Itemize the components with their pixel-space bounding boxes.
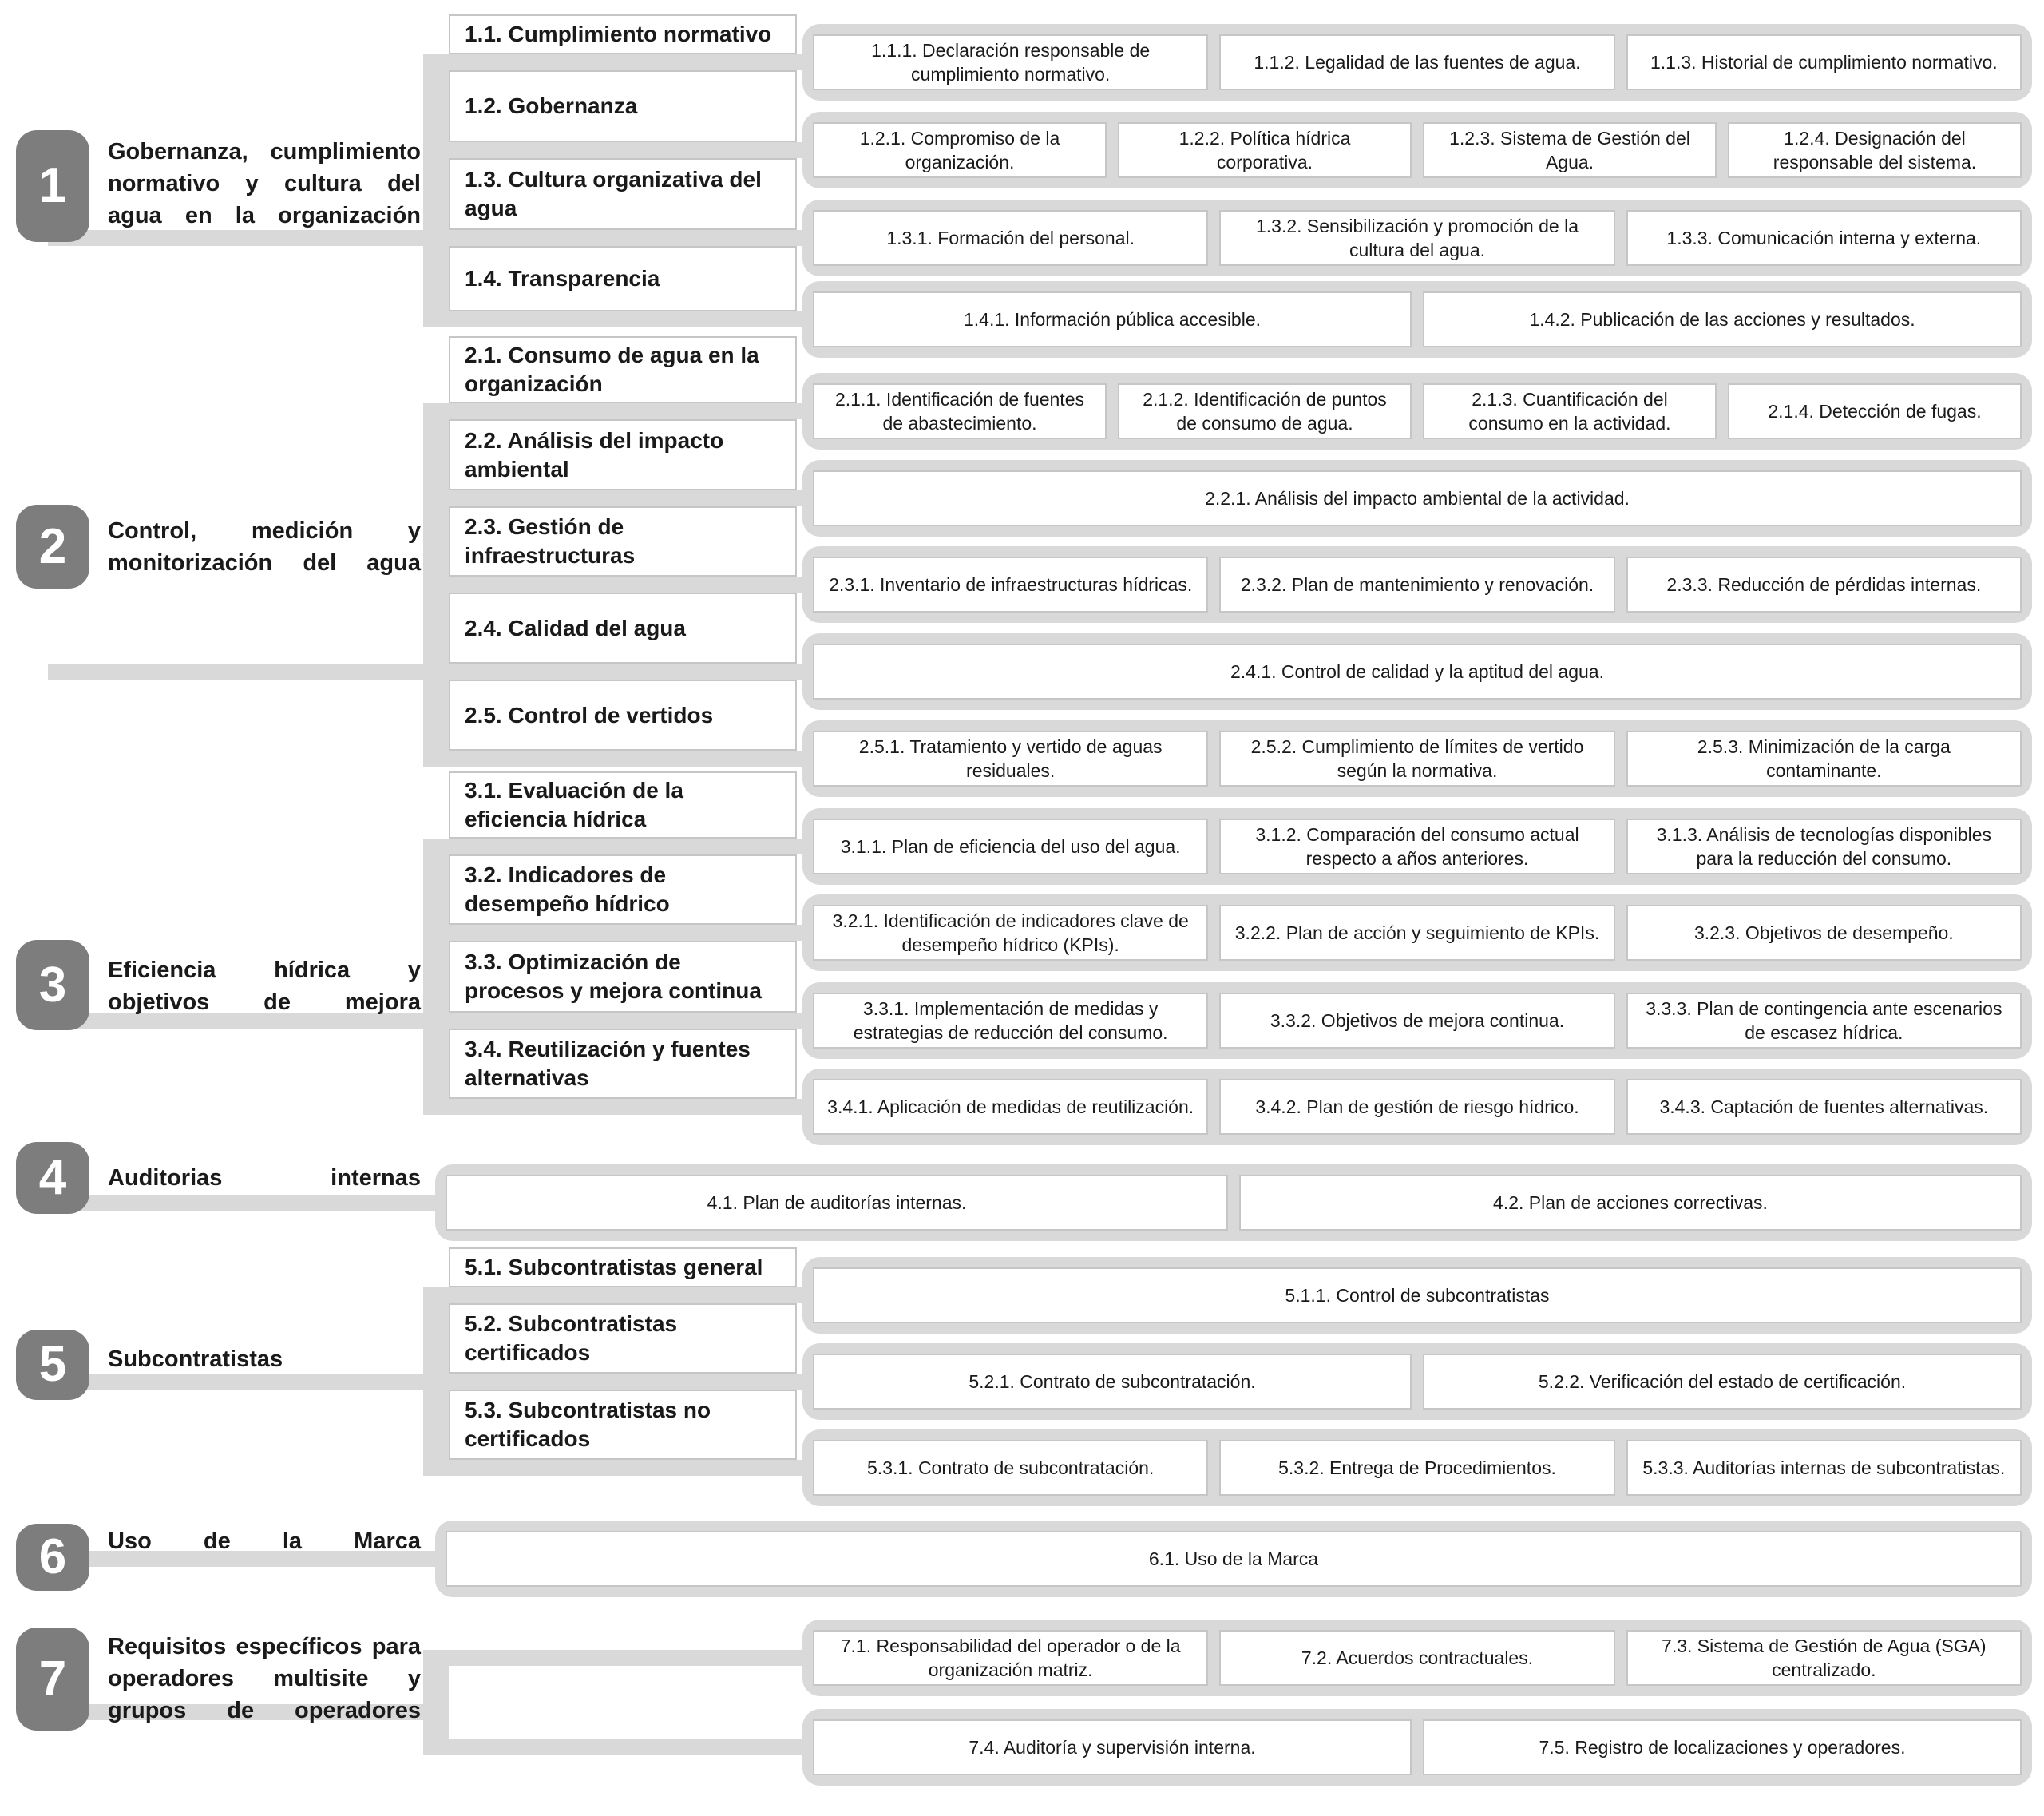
connector-bar: [423, 403, 814, 419]
connector-bar: [423, 54, 814, 70]
item-box: 7.2. Acuerdos contractuales.: [1219, 1630, 1614, 1686]
section-badge-7: [16, 1628, 89, 1731]
item-box: 3.1.2. Comparación del consumo actual respecto a años anteriores.: [1219, 819, 1614, 874]
item-box: 3.2.3. Objetivos de desempeño.: [1626, 905, 2022, 961]
row-container: [435, 1164, 2032, 1241]
subsection-label: 2.2. Análisis del impacto ambiental: [465, 427, 724, 482]
section-title-3: Eficiencia hídrica y objetivos de mejora: [108, 958, 421, 1015]
row-container: [802, 546, 2032, 623]
subsection-label: 1.1. Cumplimiento normativo: [465, 22, 772, 46]
subsection-label: 3.1. Evaluación de la eficiencia hídrica: [465, 778, 683, 831]
item-box: 5.2.1. Contrato de subcontratación.: [813, 1354, 1412, 1410]
section-title-2: Control, medición y monitorización del agua: [108, 518, 421, 576]
subsection-label-box: [449, 158, 797, 230]
subsection-label: 1.2. Gobernanza: [465, 93, 638, 118]
subsection-label: 5.3. Subcontratistas no certificados: [465, 1398, 711, 1451]
row-container: [802, 894, 2032, 971]
row-container: [802, 281, 2032, 358]
item-box: 2.2.1. Análisis del impacto ambiental de la actividad.: [813, 470, 2022, 526]
subsection-label-box: [449, 246, 797, 311]
section-number: 5: [38, 1337, 67, 1392]
connector-bar: [423, 1460, 814, 1476]
row-container: [802, 200, 2032, 276]
item-box: 2.1.3. Cuantificación del consumo en la actividad.: [1423, 383, 1717, 439]
section-badge-2: [16, 505, 89, 589]
subsection-label: 2.1. Consumo de agua en la organización: [465, 343, 759, 396]
connector-bar: [423, 1650, 814, 1666]
row-container: [802, 373, 2032, 450]
item-box: 7.4. Auditoría y supervisión interna.: [813, 1719, 1412, 1775]
connector-bar: [423, 577, 814, 593]
section-title-6: Uso de la Marca: [108, 1529, 421, 1554]
subsection-label-box: [449, 593, 797, 664]
connector-bar: [423, 925, 814, 941]
subsection-label: 1.3. Cultura organizativa del agua: [465, 167, 762, 220]
section-badge-3: [16, 940, 89, 1030]
section-badge-6: [16, 1524, 89, 1591]
item-box: 3.4.3. Captación de fuentes alternativas.: [1626, 1079, 2022, 1135]
item-box: 1.2.3. Sistema de Gestión del Agua.: [1423, 122, 1717, 178]
subsection-label: 1.4. Transparencia: [465, 266, 660, 291]
subsection-label-box: [449, 336, 797, 403]
subsection-label-box: [449, 680, 797, 751]
connector-bar: [423, 142, 814, 158]
subsection-label: 3.2. Indicadores de desempeño hídrico: [465, 862, 670, 916]
connector-bar: [423, 751, 814, 767]
item-box: 2.5.1. Tratamiento y vertido de aguas residuales.: [813, 731, 1208, 787]
subsection-label: 3.3. Optimización de procesos y mejora continua: [465, 950, 762, 1003]
item-box: 5.3.2. Entrega de Procedimientos.: [1219, 1440, 1614, 1496]
section-title-5: Subcontratistas: [108, 1346, 283, 1372]
item-box: 1.2.2. Política hídrica corporativa.: [1118, 122, 1412, 178]
row-container: [802, 1429, 2032, 1506]
row-container: [802, 982, 2032, 1059]
connector-bar: [423, 1739, 814, 1755]
connector-trunk: [423, 839, 449, 1115]
subsection-label-box: [449, 1303, 797, 1374]
item-box: 3.3.2. Objetivos de mejora continua.: [1219, 993, 1614, 1049]
row-container: [802, 460, 2032, 537]
connector-trunk: [423, 54, 449, 327]
connector-bar: [423, 839, 814, 854]
row-container: [802, 720, 2032, 797]
subsection-label: 2.5. Control de vertidos: [465, 702, 714, 728]
item-box: 5.3.1. Contrato de subcontratación.: [813, 1440, 1208, 1496]
item-box: 2.5.3. Minimización de la carga contaminante.: [1626, 731, 2022, 787]
item-box: 5.1.1. Control de subcontratistas: [813, 1267, 2022, 1323]
item-box: 5.3.3. Auditorías internas de subcontratistas.: [1626, 1440, 2022, 1496]
item-box: 7.1. Responsabilidad del operador o de la organización matriz.: [813, 1630, 1208, 1686]
section-number: 6: [38, 1529, 67, 1584]
item-box: 3.1.1. Plan de eficiencia del uso del agua.: [813, 819, 1208, 874]
row-container: [802, 24, 2032, 101]
row-container: [435, 1521, 2032, 1597]
item-box: 1.4.1. Información pública accesible.: [813, 291, 1412, 347]
section-title-7: Requisitos específicos para operadores multisite y grupos de operadores: [108, 1634, 421, 1723]
item-box: 1.1.2. Legalidad de las fuentes de agua.: [1219, 34, 1614, 90]
item-box: 6.1. Uso de la Marca: [446, 1531, 2022, 1587]
item-box: 7.5. Registro de localizaciones y operadores.: [1423, 1719, 2022, 1775]
item-box: 1.3.1. Formación del personal.: [813, 210, 1208, 266]
connector-bar: [423, 1287, 814, 1303]
item-box: 2.1.2. Identificación de puntos de consumo de agua.: [1118, 383, 1412, 439]
subsection-label: 2.4. Calidad del agua: [465, 615, 686, 640]
section-badge-4: [16, 1142, 89, 1214]
row-container: [802, 808, 2032, 885]
section-badge-5: [16, 1330, 89, 1400]
item-box: 2.1.1. Identificación de fuentes de abastecimiento.: [813, 383, 1107, 439]
subsection-label-box: [449, 1247, 797, 1287]
item-box: 1.1.1. Declaración responsable de cumplimiento normativo.: [813, 34, 1208, 90]
subsection-label-box: [449, 1029, 797, 1099]
row-container: [802, 1257, 2032, 1334]
item-box: 2.3.3. Reducción de pérdidas internas.: [1626, 557, 2022, 613]
row-container: [802, 1620, 2032, 1696]
section-number: 1: [38, 158, 67, 213]
item-box: 3.2.2. Plan de acción y seguimiento de KPIs.: [1219, 905, 1614, 961]
subsection-label-box: [449, 70, 797, 142]
item-box: 1.1.3. Historial de cumplimiento normativo.: [1626, 34, 2022, 90]
subsection-label: 5.2. Subcontratistas certificados: [465, 1311, 678, 1365]
subsection-label-box: [449, 14, 797, 54]
subsection-label-box: [449, 1390, 797, 1460]
subsection-label-box: [449, 419, 797, 490]
item-box: 5.2.2. Verificación del estado de certificación.: [1423, 1354, 2022, 1410]
item-box: 3.3.3. Plan de contingencia ante escenarios de escasez hídrica.: [1626, 993, 2022, 1049]
item-box: 2.1.4. Detección de fugas.: [1728, 383, 2022, 439]
row-container: [802, 112, 2032, 188]
subsection-label-box: [449, 771, 797, 839]
item-box: 3.4.2. Plan de gestión de riesgo hídrico.: [1219, 1079, 1614, 1135]
row-container: [802, 1709, 2032, 1786]
item-box: 2.4.1. Control de calidad y la aptitud del agua.: [813, 644, 2022, 700]
section-number: 3: [38, 957, 67, 1013]
subsection-label: 2.3. Gestión de infraestructuras: [465, 514, 636, 568]
item-box: 1.2.4. Designación del responsable del sistema.: [1728, 122, 2022, 178]
section-number: 4: [38, 1150, 67, 1205]
subsection-label-box: [449, 941, 797, 1013]
subsection-label-box: [449, 854, 797, 925]
item-box: 2.5.2. Cumplimiento de límites de vertido según la normativa.: [1219, 731, 1614, 787]
connector-bar: [423, 311, 814, 327]
item-box: 1.2.1. Compromiso de la organización.: [813, 122, 1107, 178]
connector-bar: [423, 1099, 814, 1115]
item-box: 4.2. Plan de acciones correctivas.: [1239, 1175, 2022, 1231]
item-box: 3.4.1. Aplicación de medidas de reutilización.: [813, 1079, 1208, 1135]
item-box: 7.3. Sistema de Gestión de Agua (SGA) centralizado.: [1626, 1630, 2022, 1686]
item-box: 2.3.1. Inventario de infraestructuras hídricas.: [813, 557, 1208, 613]
subsection-label-box: [449, 506, 797, 577]
item-box: 1.3.2. Sensibilización y promoción de la cultura del agua.: [1219, 210, 1614, 266]
row-container: [802, 1343, 2032, 1420]
connector-bar: [48, 664, 814, 680]
item-box: 1.4.2. Publicación de las acciones y resultados.: [1423, 291, 2022, 347]
item-box: 3.3.1. Implementación de medidas y estrategias de reducción del consumo.: [813, 993, 1208, 1049]
item-box: 4.1. Plan de auditorías internas.: [446, 1175, 1228, 1231]
section-title-4: Auditorias internas: [108, 1165, 421, 1191]
row-container: [802, 633, 2032, 710]
subsection-label: 5.1. Subcontratistas general: [465, 1255, 763, 1279]
item-box: 3.1.3. Análisis de tecnologías disponibles para la reducción del consumo.: [1626, 819, 2022, 874]
item-box: 2.3.2. Plan de mantenimiento y renovación.: [1219, 557, 1614, 613]
section-number: 2: [38, 518, 67, 574]
item-box: 1.3.3. Comunicación interna y externa.: [1626, 210, 2022, 266]
row-container: [802, 1069, 2032, 1145]
item-box: 3.2.1. Identificación de indicadores clave de desempeño hídrico (KPIs).: [813, 905, 1208, 961]
section-number: 7: [38, 1651, 67, 1707]
connector-bar: [423, 490, 814, 506]
subsection-label: 3.4. Reutilización y fuentes alternativas: [465, 1037, 751, 1090]
section-title-1: Gobernanza, cumplimiento normativo y cultura del agua en la organización: [108, 139, 421, 228]
section-badge-1: [16, 130, 89, 242]
